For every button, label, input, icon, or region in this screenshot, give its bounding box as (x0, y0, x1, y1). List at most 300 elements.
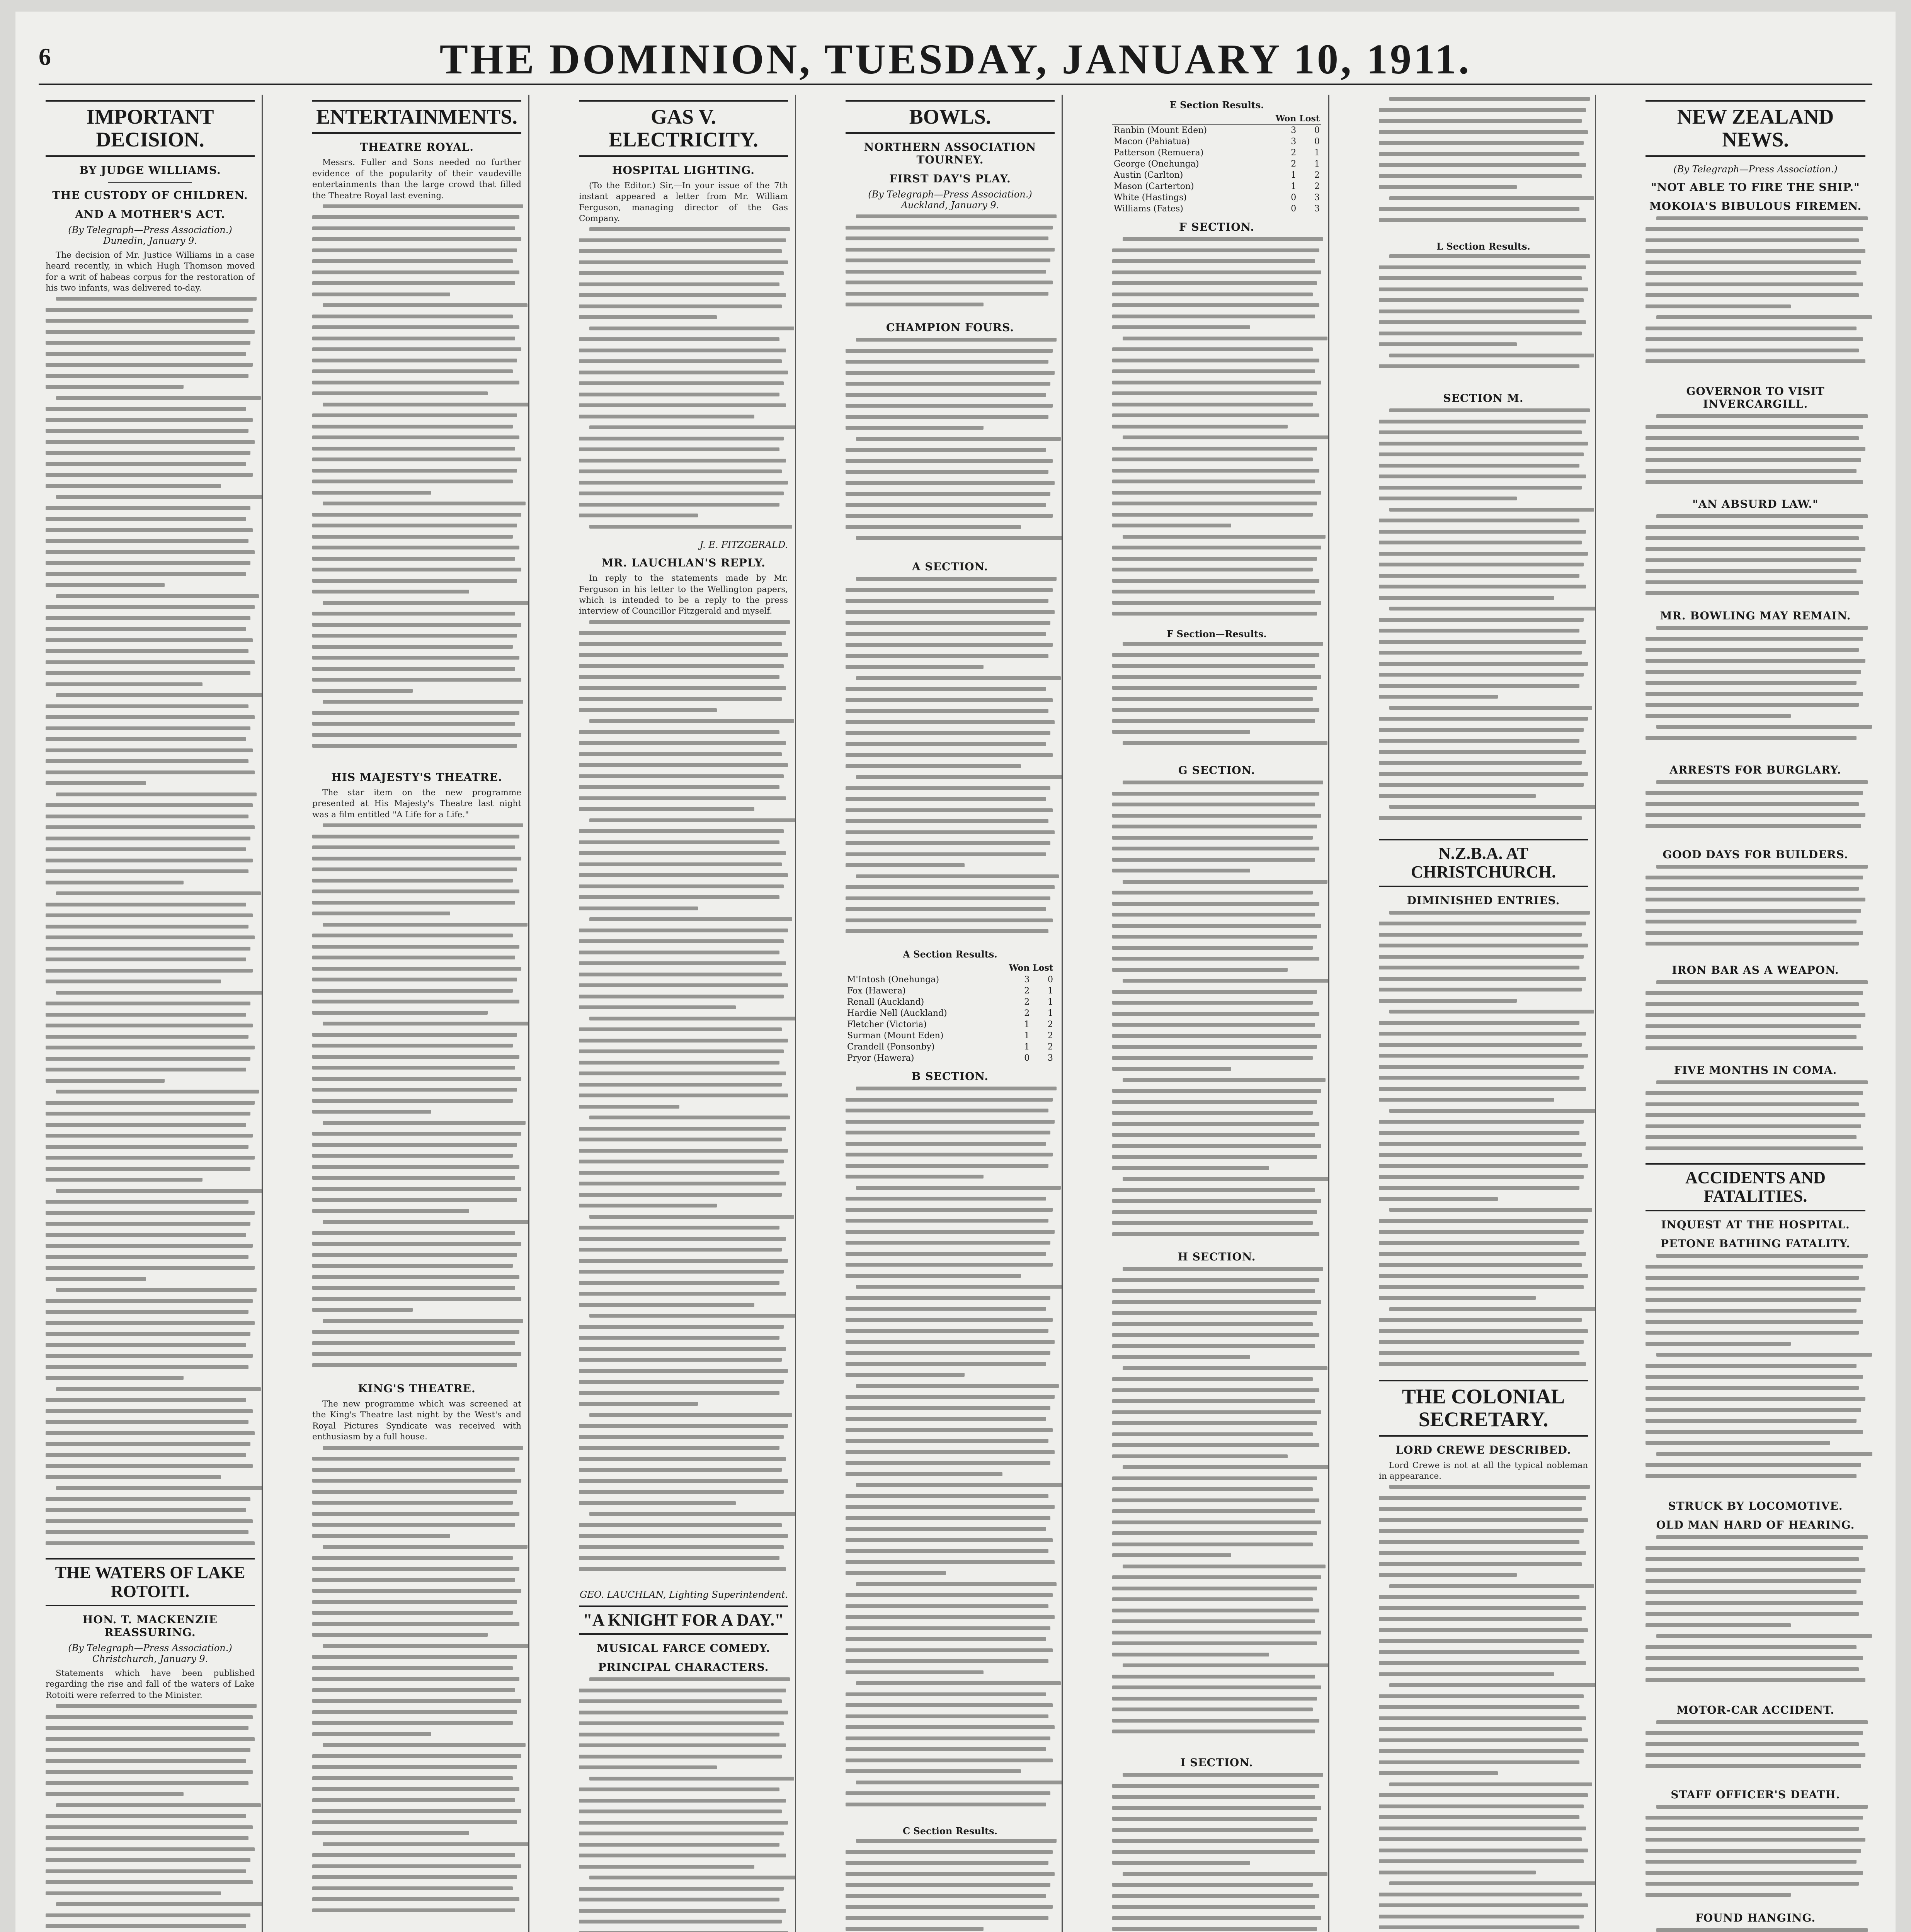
text-line (579, 1523, 782, 1527)
text-line (579, 1049, 784, 1053)
text-line (323, 601, 529, 605)
text-line (1389, 1010, 1594, 1014)
text-line (1379, 1087, 1586, 1091)
text-line (846, 808, 1053, 812)
text-line (579, 807, 754, 811)
text-line (1379, 1849, 1588, 1852)
section-i-heading: I SECTION. (1180, 1756, 1253, 1769)
text-line (312, 1242, 521, 1246)
text-line (579, 1689, 786, 1692)
text-line (312, 480, 513, 483)
text-line (579, 1193, 782, 1197)
section-a-heading: A SECTION. (912, 560, 989, 573)
text-line (579, 995, 784, 998)
text-line (1379, 618, 1584, 622)
text-line (579, 1369, 788, 1373)
text-line (312, 857, 521, 861)
text-line (312, 347, 521, 351)
text-line (46, 418, 253, 422)
headline-knight-for-a-day: "A KNIGHT FOR A DAY." (579, 1605, 788, 1635)
text-line (1112, 1905, 1315, 1909)
text-line (579, 1865, 754, 1869)
subheading-his-majestys: HIS MAJESTY'S THEATRE. (331, 770, 502, 784)
text-line (312, 978, 517, 981)
text-line (46, 715, 255, 719)
text-line (46, 1277, 146, 1281)
text-line (579, 1325, 784, 1329)
text-line (1646, 1816, 1863, 1820)
text-line (46, 1354, 253, 1358)
text-line (1646, 227, 1863, 231)
text-line (1656, 216, 1867, 220)
headline-entertainments: ENTERTAINMENTS. (312, 100, 521, 134)
text-line (1646, 337, 1863, 341)
text-line (579, 293, 786, 297)
text-line (579, 829, 784, 833)
article-lead: Statements which have been published regarding the rise and fall of the waters of Lake Rotoiti were referred to the Minister. (46, 1668, 255, 1700)
text-line (312, 1897, 519, 1901)
text-line (1379, 1318, 1582, 1322)
text-line (846, 1406, 1050, 1410)
text-line (46, 451, 250, 455)
text-line (856, 1839, 1057, 1843)
text-line (1112, 653, 1319, 657)
text-line (46, 903, 246, 906)
text-line (1379, 1617, 1582, 1621)
text-line (579, 884, 784, 888)
text-line (846, 1450, 1055, 1454)
text-line (846, 852, 1046, 856)
text-line (1646, 898, 1865, 901)
text-line (1646, 1320, 1863, 1324)
text-line (46, 1156, 255, 1160)
text-line (1379, 163, 1586, 167)
text-line (846, 1791, 1050, 1795)
news-item-heading: IRON BAR AS A WEAPON. (1672, 963, 1839, 976)
text-line (1379, 342, 1517, 346)
text-line (1379, 1142, 1586, 1146)
text-line (312, 1875, 517, 1879)
text-line (1112, 1520, 1321, 1524)
text-line (1646, 1364, 1857, 1368)
text-line (1379, 1076, 1579, 1080)
text-line (312, 1143, 517, 1147)
article-body-text (1646, 626, 1865, 757)
text-line (579, 929, 788, 932)
text-line (46, 308, 253, 312)
text-line (1646, 591, 1859, 595)
text-line (846, 1252, 1046, 1256)
text-line (846, 1659, 1048, 1663)
text-line (1646, 1046, 1863, 1050)
text-line (579, 1237, 786, 1241)
text-line (312, 678, 521, 682)
text-line (1646, 1871, 1863, 1875)
text-line (579, 1171, 779, 1175)
text-line (312, 945, 519, 949)
text-line (1379, 364, 1579, 368)
text-line (312, 1556, 513, 1560)
text-line (1112, 1509, 1315, 1513)
text-line (579, 1898, 779, 1901)
text-line (589, 719, 794, 723)
text-line (312, 270, 519, 274)
article-body-text (1646, 414, 1865, 492)
text-line (312, 1099, 513, 1103)
text-line (312, 845, 515, 849)
text-line (1379, 442, 1588, 446)
text-line (589, 327, 794, 330)
text-line (846, 599, 1048, 603)
text-line (46, 1442, 250, 1446)
text-line (579, 961, 786, 965)
text-line (1112, 1553, 1231, 1557)
text-line (312, 711, 519, 715)
text-line (846, 709, 1048, 713)
text-line (1112, 1653, 1269, 1656)
text-line (1112, 1210, 1317, 1214)
text-line (1112, 719, 1315, 723)
text-line (579, 1061, 779, 1065)
table-row: Ranbin (Mount Eden) 3 0 (1114, 126, 1320, 135)
text-line (579, 1699, 782, 1703)
text-line (46, 1770, 253, 1774)
text-line (1646, 1135, 1857, 1139)
text-line (1379, 1054, 1588, 1058)
column-4 (839, 95, 1063, 1932)
text-line (1656, 315, 1872, 319)
text-line (1646, 1678, 1865, 1682)
text-line (323, 1121, 526, 1125)
text-line (579, 1347, 786, 1351)
text-line (56, 1090, 259, 1094)
text-line (46, 627, 246, 631)
text-line (323, 1644, 529, 1648)
text-line (46, 1079, 165, 1083)
text-line (56, 1288, 257, 1292)
text-line (1379, 1606, 1586, 1610)
text-line (1123, 1366, 1327, 1370)
text-line (1112, 1883, 1313, 1887)
text-line (579, 1204, 717, 1208)
text-line (1646, 1849, 1861, 1853)
text-line (1379, 430, 1582, 434)
text-line (846, 1142, 1046, 1146)
table-row: Crandell (Ponsonby) 1 2 (847, 1042, 1053, 1052)
text-line (846, 1461, 1050, 1465)
text-line (846, 863, 965, 867)
text-line (1379, 218, 1586, 222)
text-line (46, 550, 255, 554)
text-line (579, 1534, 788, 1538)
text-line (1112, 1311, 1317, 1315)
text-line (846, 1593, 1053, 1597)
subheading: PRINCIPAL CHARACTERS. (598, 1661, 769, 1674)
text-line (1379, 640, 1586, 644)
text-line (46, 407, 246, 411)
text-line (856, 1781, 1063, 1784)
text-line (1112, 1045, 1317, 1049)
text-line (1379, 1771, 1498, 1775)
table-row: Fletcher (Victoria) 1 2 (847, 1020, 1053, 1030)
text-line (1379, 1263, 1582, 1267)
text-line (846, 1120, 1055, 1124)
text-line (579, 1358, 782, 1362)
text-line (312, 1611, 513, 1615)
text-line (579, 447, 779, 451)
text-line (846, 349, 1053, 353)
text-line (46, 506, 250, 510)
text-line (312, 1864, 521, 1868)
text-line (1379, 1329, 1588, 1333)
text-line (46, 649, 248, 653)
text-line (846, 1759, 1053, 1762)
text-line (846, 720, 1055, 724)
text-line (1379, 783, 1584, 787)
text-line (846, 907, 1046, 911)
headline-important-decision: IMPORTANT DECISION. (46, 100, 255, 157)
text-line (1389, 97, 1590, 101)
subheading-champion-fours: CHAMPION FOURS. (886, 321, 1014, 334)
text-line (46, 1398, 246, 1402)
text-line (1379, 1893, 1582, 1896)
text-line (1646, 1309, 1857, 1313)
text-line (1646, 791, 1863, 795)
text-line (312, 1055, 519, 1059)
text-line (846, 632, 1046, 636)
text-line (846, 281, 1053, 284)
text-line (46, 1409, 253, 1413)
text-line (1112, 1685, 1321, 1689)
text-line (1379, 552, 1588, 556)
text-line (579, 1094, 788, 1097)
text-line (46, 1376, 184, 1380)
newspaper-page (15, 12, 1896, 1932)
text-line (312, 612, 515, 616)
text-line (579, 752, 782, 756)
text-line (846, 1098, 1053, 1102)
column-1 (39, 95, 263, 1932)
text-line (1646, 1386, 1859, 1390)
text-line (846, 1703, 1053, 1707)
text-line (46, 1541, 255, 1545)
results-text (846, 1839, 1055, 1932)
text-line (579, 469, 782, 473)
text-line (846, 742, 1046, 746)
text-line (56, 1803, 261, 1807)
results-text (1379, 408, 1588, 833)
text-line (312, 1088, 517, 1092)
text-line (46, 1167, 250, 1171)
text-line (312, 1589, 521, 1593)
article-lead: (To the Editor.) Sir,—In your issue of the 7th instant appeared a letter from Mr. William Ferguson, managing director of the Gas Company. (579, 180, 788, 223)
text-line (46, 1453, 246, 1457)
text-line (1379, 1496, 1586, 1500)
text-line (1112, 524, 1231, 527)
text-line (579, 1832, 784, 1835)
text-line (46, 1420, 248, 1424)
subheading: THE CUSTODY OF CHILDREN. (52, 189, 248, 202)
text-line (1379, 1915, 1584, 1918)
text-line (846, 621, 1050, 625)
text-line (579, 763, 788, 767)
text-line (1112, 1056, 1313, 1060)
text-line (46, 1836, 248, 1840)
text-line (1379, 1241, 1579, 1245)
table-row: Pryor (Hawera) 0 3 (847, 1053, 1053, 1063)
text-line (1379, 988, 1582, 992)
text-line (46, 1013, 246, 1017)
text-line (1112, 1476, 1317, 1480)
text-line (1379, 1738, 1588, 1742)
text-line (46, 1024, 253, 1027)
headline-colonial-secretary: THE COLONIAL SECRETARY. (1379, 1380, 1588, 1437)
text-line (579, 774, 784, 778)
text-line (846, 1604, 1048, 1608)
text-line (312, 835, 519, 838)
text-line (1379, 999, 1517, 1003)
text-line (1112, 601, 1321, 605)
text-line (312, 889, 519, 893)
text-line (1379, 1175, 1584, 1179)
text-line (312, 1297, 521, 1301)
text-line (1379, 1837, 1582, 1841)
signature: J. E. FITZGERALD. (699, 539, 788, 551)
text-line (1379, 1340, 1584, 1344)
text-line (1112, 825, 1317, 828)
text-line (46, 1519, 253, 1523)
text-line (589, 227, 790, 231)
text-line (1646, 304, 1791, 308)
text-line (1646, 1113, 1865, 1117)
text-line (46, 1431, 255, 1435)
text-line (1646, 1441, 1830, 1445)
text-line (1379, 684, 1579, 688)
text-line (46, 748, 253, 752)
text-line (46, 1847, 255, 1851)
text-line (46, 671, 250, 675)
text-line (856, 775, 1063, 779)
text-line (46, 1814, 246, 1818)
text-line (1646, 1013, 1865, 1017)
text-line (323, 1022, 529, 1026)
subheading: LORD CREWE DESCRIBED. (1395, 1443, 1571, 1456)
text-line (579, 1138, 782, 1141)
article-body-text (1646, 1805, 1865, 1905)
text-line (1646, 920, 1857, 923)
text-line (56, 693, 263, 697)
text-line (846, 654, 1048, 658)
text-line (579, 381, 784, 385)
text-line (1646, 648, 1859, 652)
text-line (1379, 1749, 1584, 1753)
text-line (323, 923, 528, 927)
column-5 (1105, 95, 1329, 1932)
text-line (46, 341, 250, 345)
text-line (589, 620, 790, 624)
text-line (46, 374, 248, 378)
subheading: DIMINISHED ENTRIES. (1407, 894, 1560, 907)
page-number: 6 (39, 43, 51, 70)
text-line (312, 381, 519, 384)
text-line (1379, 452, 1584, 456)
text-line (1646, 1882, 1859, 1886)
text-line (589, 818, 796, 822)
text-line (846, 687, 1046, 691)
text-line (1379, 185, 1517, 189)
text-line (1123, 880, 1327, 884)
text-line (1379, 1131, 1579, 1135)
text-line (1379, 541, 1582, 544)
text-line (312, 337, 515, 340)
text-line (1112, 381, 1321, 384)
text-line (1112, 708, 1319, 712)
text-line (579, 1281, 779, 1285)
text-line (1379, 1727, 1582, 1731)
text-line (1379, 1760, 1579, 1764)
text-line (1112, 957, 1319, 961)
text-line (46, 1046, 255, 1049)
text-line (312, 1666, 513, 1670)
text-line (1112, 814, 1321, 818)
text-line (1379, 977, 1586, 981)
text-line (846, 1905, 1053, 1909)
text-line (312, 1754, 521, 1758)
text-line (846, 525, 1021, 529)
text-line (856, 874, 1059, 878)
text-line (1646, 1331, 1859, 1335)
text-line (1112, 491, 1321, 495)
text-line (323, 204, 523, 208)
text-line (846, 786, 1050, 790)
text-line (846, 448, 1046, 452)
text-line (312, 1765, 517, 1769)
text-line (1646, 1419, 1857, 1423)
table-row: George (Onehunga) 2 1 (1114, 159, 1320, 169)
text-line (579, 1821, 788, 1825)
text-line (1656, 1254, 1867, 1258)
text-line (856, 536, 1063, 540)
text-line (1646, 447, 1865, 451)
text-line (846, 1241, 1050, 1245)
text-line (312, 590, 469, 594)
text-line (579, 503, 779, 507)
text-line (846, 1670, 984, 1674)
text-line (1646, 736, 1857, 740)
text-line (1656, 1928, 1867, 1932)
text-line (1656, 980, 1867, 984)
text-line (1112, 579, 1319, 583)
article-body-text (1646, 1254, 1865, 1493)
article-body-text (1646, 780, 1865, 842)
text-line (579, 1226, 779, 1230)
text-line (1379, 1661, 1586, 1665)
text-line (1379, 1021, 1579, 1025)
text-line (46, 572, 246, 576)
text-line (846, 1428, 1053, 1432)
text-line (1646, 1463, 1861, 1467)
text-line (579, 1468, 782, 1472)
text-line (1112, 1001, 1313, 1005)
text-line (1379, 1285, 1584, 1289)
text-line (1112, 1023, 1315, 1027)
text-line (1389, 1683, 1596, 1687)
text-line (579, 249, 782, 253)
text-line (846, 292, 1048, 296)
text-line (312, 215, 519, 219)
text-line (1112, 248, 1319, 252)
text-line (846, 1692, 1046, 1696)
